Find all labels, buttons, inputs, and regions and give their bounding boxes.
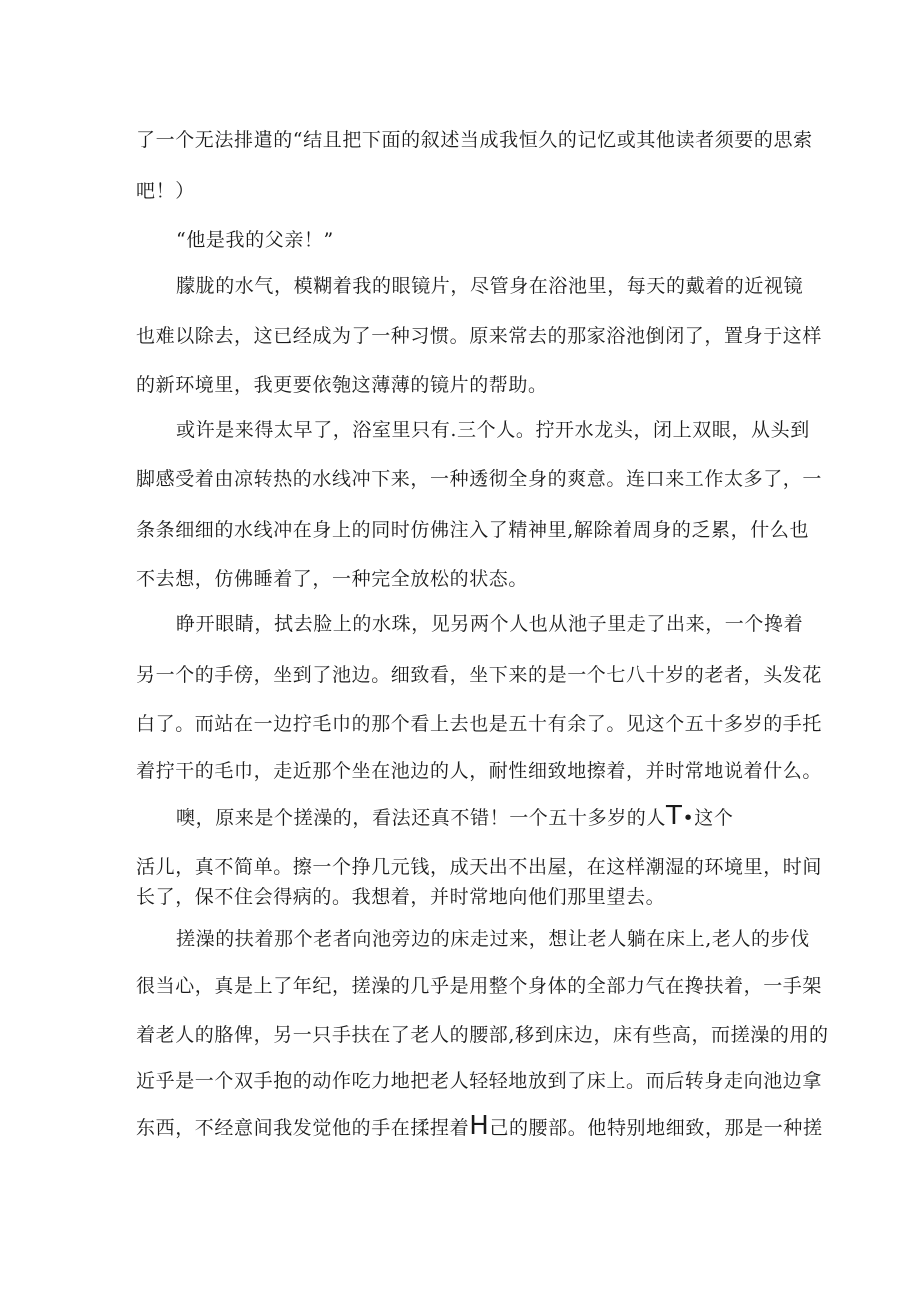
text-line: 朦胧的水气，模糊着我的眼镜片，尽管身在浴池里，每天的戴着的近视镜 bbox=[176, 275, 804, 297]
text-line: 着拧干的毛巾，走近那个坐在池边的人，耐性细致地擦着，并时常地说着什么。 bbox=[136, 760, 823, 782]
text-line: 睁开眼睛，拭去脸上的水珠，见另两个人也从池子里走了出来，一个搀着 bbox=[176, 613, 804, 635]
text-line-special bbox=[176, 801, 796, 831]
text-segment: 噢，原来是个搓澡的，看法还真不错！一个五十多岁的人 bbox=[176, 807, 667, 829]
text-line: 吧！） bbox=[136, 180, 195, 202]
text-line: 着老人的胳俾，另一只手扶在了老人的腰部,移到床边，床有些高，而搓澡的用的 bbox=[136, 1024, 829, 1046]
large-glyph: T bbox=[666, 801, 683, 831]
text-line: 不去想，仿佛睡着了，一种完全放松的状态。 bbox=[136, 568, 529, 590]
text-line: 白了。而站在一边拧毛巾的那个看上去也是五十有余了。见这个五十多岁的手托 bbox=[136, 713, 823, 735]
large-glyph: H bbox=[469, 1111, 490, 1141]
text-segment: •这个 bbox=[682, 807, 734, 829]
text-line-special bbox=[136, 1111, 823, 1141]
text-line: 脚感受着由凉转热的水线冲下来，一种透彻全身的爽意。连口来工作太多了，一 bbox=[136, 468, 823, 490]
text-segment: 己的腰部。他特别地细致，那是一种搓 bbox=[489, 1117, 823, 1139]
text-line: 或许是来得太早了，浴室里只有.三个人。拧开水龙头，闭上双眼，从头到 bbox=[176, 419, 810, 441]
text-line: 搓澡的扶着那个老者向池旁边的床走过来，想让老人躺在床上,老人的步伐 bbox=[176, 928, 810, 950]
text-line: 长了，保不住会得病的。我想着，并时常地向他们那里望去。 bbox=[136, 886, 666, 908]
text-line: 也难以除去，这已经成为了一种习惯。原来常去的那家浴池倒闭了，置身于这样 bbox=[136, 325, 823, 347]
text-segment: 东西，不经意间我发觉他的手在揉捏着 bbox=[136, 1117, 470, 1139]
text-line: 活儿，真不简单。擦一个挣几元钱，成天出不出屋，在这样潮湿的环境里，时间 bbox=[136, 856, 823, 878]
text-line: 的新环境里，我更要依匏这薄薄的镜片的帮助。 bbox=[136, 374, 548, 396]
text-line: 另一个的手傍，坐到了池边。细致看，坐下来的是一个七八十岁的老者，头发花 bbox=[136, 664, 823, 686]
text-line: 近乎是一个双手抱的动作吃力地把老人轻轻地放到了床上。而后转身走向池边拿 bbox=[136, 1070, 823, 1092]
quote-line: “他是我的父亲！” bbox=[176, 229, 334, 251]
text-line: 很当心，真是上了年纪，搓澡的几乎是用整个身体的全部力气在搀扶着，一手架 bbox=[136, 975, 823, 997]
text-line: 了一个无法排遣的“结且把下面的叙述当成我恒久的记忆或其他读者须要的思索 bbox=[136, 129, 813, 151]
text-line: 条条细细的水线冲在身上的同时仿佛注入了精神里,解除着周身的乏累，什么也 bbox=[136, 519, 810, 541]
